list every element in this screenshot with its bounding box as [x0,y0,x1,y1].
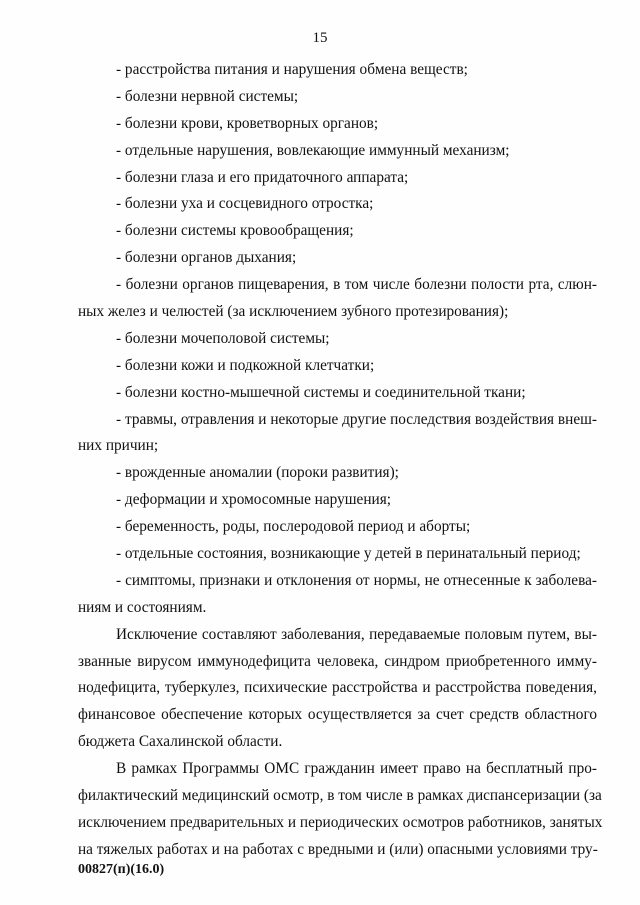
text-line: - болезни крови, кроветворных органов; [116,114,379,132]
text-line: - болезни уха и сосцевидного отростка; [116,195,374,213]
text-line: - расстройства питания и нарушения обмена веществ; [116,61,468,78]
text-line: - болезни системы кровообращения; [116,222,354,240]
text-line: - болезни костно-мышечной системы и соединительной ткани; [116,383,526,401]
text-line: - врожденные аномалии (пороки развития); [116,464,399,482]
text-line: исключением предварительных и периодических осмотров работников, занятых [78,813,603,831]
text-line: - отдельные нарушения, вовлекающие иммунный механизм; [116,141,510,159]
text-line: филактический медицинский осмотр, в том числе в рамках диспансеризации (за [78,787,602,805]
text-line: бюджета Сахалинской области. [78,733,283,751]
text-line: - беременность, роды, послеродовой период и аборты; [116,518,471,536]
text-line: них причин; [78,437,159,455]
body-text [78,57,603,864]
text-line: В рамках Программы ОМС гражданин имеет право на бесплатный про- [116,760,597,778]
text-line: - симптомы, признаки и отклонения от нормы, не отнесенные к заболева- [116,571,597,589]
page-number: 15 [312,30,328,46]
text-line: - болезни мочеполовой системы; [116,329,330,347]
text-line: - болезни кожи и подкожной клетчатки; [116,356,375,374]
text-line: Исключение составляют заболевания, передаваемые половым путем, вы- [116,625,597,643]
text-line: - деформации и хромосомные нарушения; [116,491,391,509]
text-line: ниям и состояниям. [78,598,207,616]
text-line: - болезни органов пищеварения, в том числе болезни полости рта, слюн- [116,276,597,294]
text-line: званные вирусом иммунодефицита человека, синдром приобретенного имму- [78,652,597,670]
text-line: на тяжелых работах и на работах с вредными и (или) опасными условиями тру- [78,840,598,858]
text-line: финансовое обеспечение которых осуществляется за счет средств областного [78,706,597,724]
text-line: нодефицита, туберкулез, психические расстройства и расстройства поведения, [78,679,597,697]
text-line: - болезни нервной системы; [116,87,299,105]
text-line: - травмы, отравления и некоторые другие последствия воздействия внеш- [116,410,597,428]
text-line: - болезни органов дыхания; [116,249,297,267]
text-line: ных желез и челюстей (за исключением зубного протезирования); [78,303,509,321]
document-code: 00827(п)(16.0) [78,862,165,877]
text-line: - болезни глаза и его придаточного аппарата; [116,168,409,186]
text-line: - отдельные состояния, возникающие у детей в перинатальный период; [116,545,581,563]
